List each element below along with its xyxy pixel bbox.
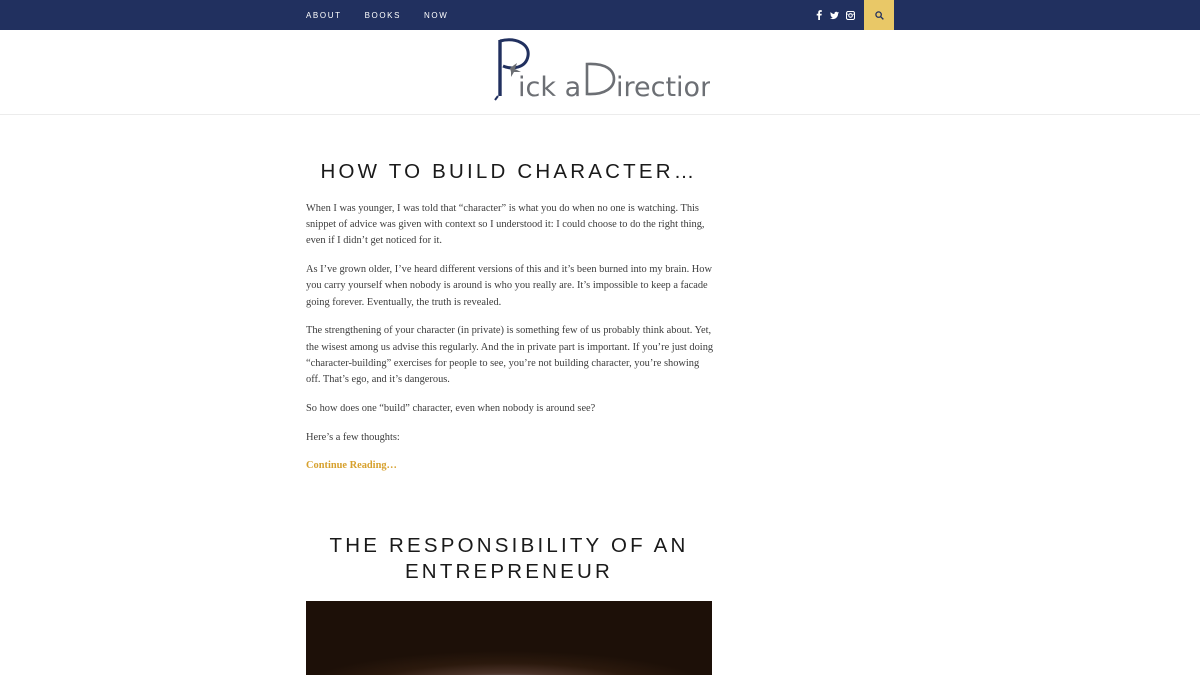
post-excerpt xyxy=(306,201,714,475)
twitter-icon[interactable] xyxy=(830,11,839,20)
nav-item-now[interactable]: NOW xyxy=(424,10,449,20)
main-nav xyxy=(306,0,471,30)
nav-item-about[interactable]: ABOUT xyxy=(306,10,342,20)
site-header xyxy=(0,30,1200,115)
site-logo[interactable] xyxy=(490,34,710,104)
paragraph: So how does one “build” character, even when nobody is around see? xyxy=(306,402,596,414)
instagram-icon[interactable] xyxy=(846,11,855,20)
svg-text:ick a: ick a xyxy=(518,72,582,103)
paragraph: As I’ve grown older, I’ve heard different versions of this and it’s been burned into my brain. How you carry yourself when nobody is around is who you really are. It’s impossible to keep a facade going forever. Eventually, the truth is revealed. xyxy=(306,264,712,308)
post-title[interactable]: HOW TO BUILD CHARACTER… xyxy=(320,160,698,183)
svg-text:irection: irection xyxy=(616,72,710,103)
paragraph: The strengthening of your character (in private) is something few of us probably think about. Yet, the wisest among us advise this regularly. And the in private part is important. If you’re just doing “character-building” exercises for people to see, you’re not building character, you’re showing off. That’s ego, and it’s dangerous. xyxy=(306,325,714,386)
search-icon xyxy=(875,11,884,20)
post-title[interactable] xyxy=(306,533,712,585)
post-featured-image[interactable] xyxy=(306,601,712,675)
search-button[interactable] xyxy=(864,0,894,30)
post-title-line: ENTREPRENEUR xyxy=(404,560,614,583)
paragraph: When I was younger, I was told that “character” is what you do when no one is watching. This snippet of advice was given with context so I understood it: I could choose to do the right thing, even if I didn’t get noticed for it. xyxy=(306,203,705,247)
facebook-icon[interactable] xyxy=(814,10,823,20)
nav-item-books[interactable]: BOOKS xyxy=(364,10,402,20)
top-nav-bar xyxy=(0,0,1200,30)
post-title-line: THE RESPONSIBILITY OF AN xyxy=(329,534,689,557)
social-links xyxy=(814,0,862,30)
pick-a-direction-logo xyxy=(490,34,710,104)
paragraph: Here’s a few thoughts: xyxy=(306,431,400,443)
continue-reading-link[interactable]: Continue Reading… xyxy=(306,460,397,472)
